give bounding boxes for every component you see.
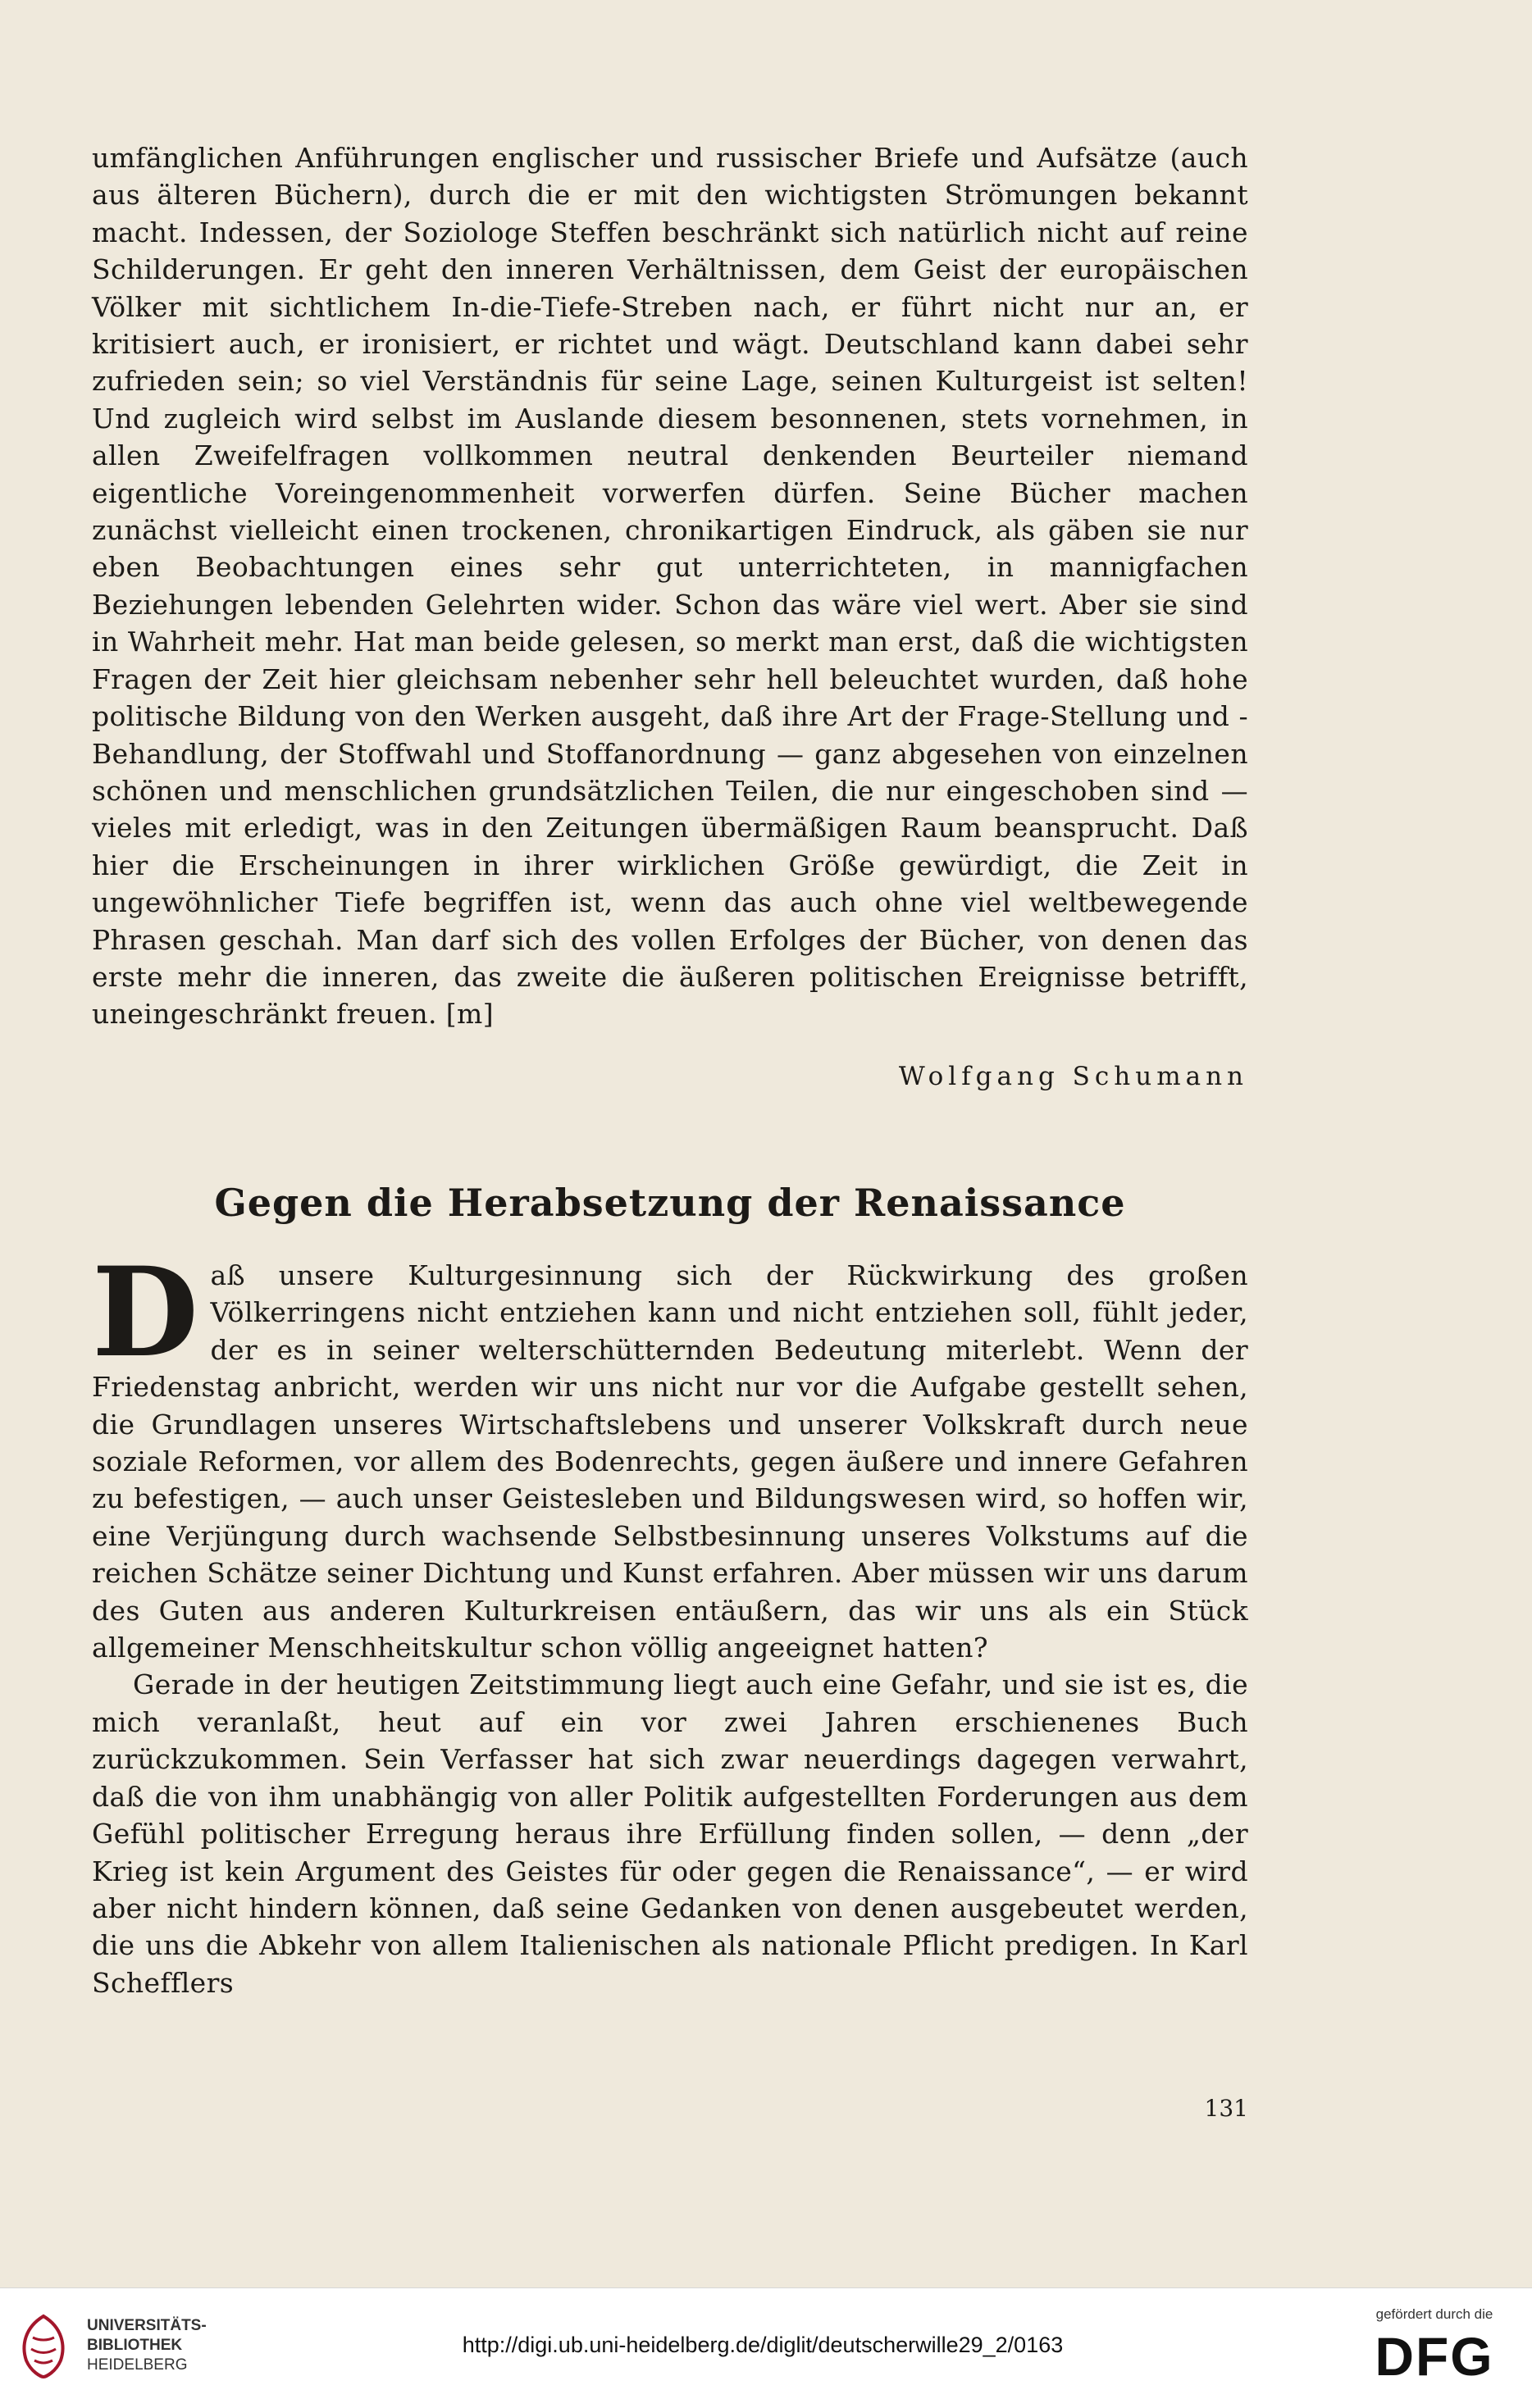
document-url-link[interactable]: http://digi.ub.uni-heidelberg.de/diglit/deutscherwille29_2/0163 — [462, 2333, 1064, 2357]
viewer-footer — [0, 2287, 1532, 2408]
library-name-line1: UNIVERSITÄTS- — [87, 2317, 207, 2334]
article-paragraph-2: Gerade in der heutigen Zeitstimmung liegt auch eine Gefahr, und sie ist es, die mich veranlaßt, heut auf ein vor zwei Jahren erschienenes Buch zurückzukommen. Sein Verfasser hat sich zwar neuerdings dagegen verwahrt, daß die von ihm unabhängig von aller Politik aufgestellten Forderungen aus dem Gefühl politischer Erregung heraus ihre Erfüllung finden sollen, — denn „der Krieg ist kein Argument des Geistes für oder gegen die Renaissance“, — er wird aber nicht hindern können, daß seine Gedanken von denen ausgebeutet werden, die uns die Abkehr von allem Italienischen als nationale Pflicht predigen. In Karl Schefflers — [92, 1668, 1248, 1999]
library-name-line2: BIBLIOTHEK — [87, 2337, 183, 2354]
article-body — [92, 1240, 1248, 2001]
funder-logo — [1356, 2306, 1512, 2385]
paragraph-top: umfänglichen Anführungen englischer und russischer Briefe und Aufsätze (auch aus älteren Büchern), durch die er mit den wichtigsten Strömungen bekannt macht. Indessen, der Soziologe Steffen beschränkt sich natürlich nicht auf reine Schilderungen. Er geht den inneren Verhältnissen, dem Geist der europäischen Völker mit sichtlichem In-die-Tiefe-Streben nach, er führt nicht nur an, er kritisiert auch, er ironisiert, er richtet und wägt. Deutschland kann dabei sehr zufrieden sein; so viel Verständnis für seine Lage, seinen Kulturgeist ist selten! Und zugleich wird selbst im Auslande diesem besonnenen, stets vornehmen, in allen Zweifelfragen vollkommen neutral denkenden Beurteiler niemand eigentliche Voreingenommenheit vorwerfen dürfen. Seine Bücher machen zunächst vielleicht einen trockenen, chronikartigen Eindruck, als gäben sie nur eben Beobachtungen eines sehr gut unterrichteten, in mannigfachen Beziehungen lebenden Gelehrten wider. Schon das wäre viel wert. Aber sie sind in Wahrheit mehr. Hat man beide gelesen, so merkt man erst, daß die wichtigsten Fragen der Zeit hier gleichsam nebenher sehr hell beleuchtet wurden, daß hohe politische Bildung von den Werken ausgeht, daß ihre Art der Frage-Stellung und -Behandlung, der Stoffwahl und Stoffanordnung — ganz abgesehen von einzelnen schönen und menschlichen grundsätzlichen Teilen, die nur eingeschoben sind — vieles mit erledigt, was in den Zeitungen übermäßigen Raum beansprucht. Daß hier die Erscheinungen in ihrer wirklichen Größe gewürdigt, die Zeit in ungewöhnlicher Tiefe begriffen ist, wenn das auch ohne viel weltbewegende Phrasen geschah. Man darf sich des vollen Erfolges der Bücher, von denen das erste mehr die inneren, das zweite die äußeren politischen Ereignisse betrifft, uneingeschränkt freuen. [m] — [92, 142, 1248, 1031]
article-paragraph-1 — [92, 1240, 1248, 1666]
body-text-top — [92, 139, 1248, 1033]
library-name-line3: HEIDELBERG — [87, 2356, 188, 2374]
funder-caption: gefördert durch die — [1375, 2306, 1493, 2322]
library-logo-text — [87, 2316, 207, 2375]
funder-name: DFG — [1375, 2326, 1494, 2387]
author-signature: Wolfgang Schumann — [898, 1062, 1248, 1091]
university-seal-icon — [15, 2313, 72, 2380]
article-paragraph-1-text: aß unsere Kulturgesinnung sich der Rückwirkung des großen Völkerringens nicht entziehen kann und nicht entziehen soll, fühlt jeder, der es in seiner welterschütternden Bedeutung miterlebt. Wenn der Friedenstag anbricht, werden wir uns nicht nur vor die Aufgabe gestellt sehen, die Grundlagen unseres Wirtschaftslebens und unserer Volkskraft durch neue soziale Reformen, vor allem des Bodenrechts, gegen äußere und innere Gefahren zu befestigen, — auch unser Geistesleben und Bildungswesen wird, so hoffen wir, eine Verjüngung durch wachsende Selbstbesinnung unseres Volkstums auf die reichen Schätze seiner Dichtung und Kunst erfahren. Aber müssen wir uns darum des Guten aus anderen Kulturkreisen entäußern, das wir uns als ein Stück allgemeiner Menschheitskultur schon völlig angeeignet hatten? — [92, 1259, 1248, 1664]
page-number: 131 — [1204, 2095, 1248, 2122]
drop-cap: D — [92, 1240, 199, 1385]
article-heading: Gegen die Herabsetzung der Renaissance — [214, 1181, 1126, 1225]
